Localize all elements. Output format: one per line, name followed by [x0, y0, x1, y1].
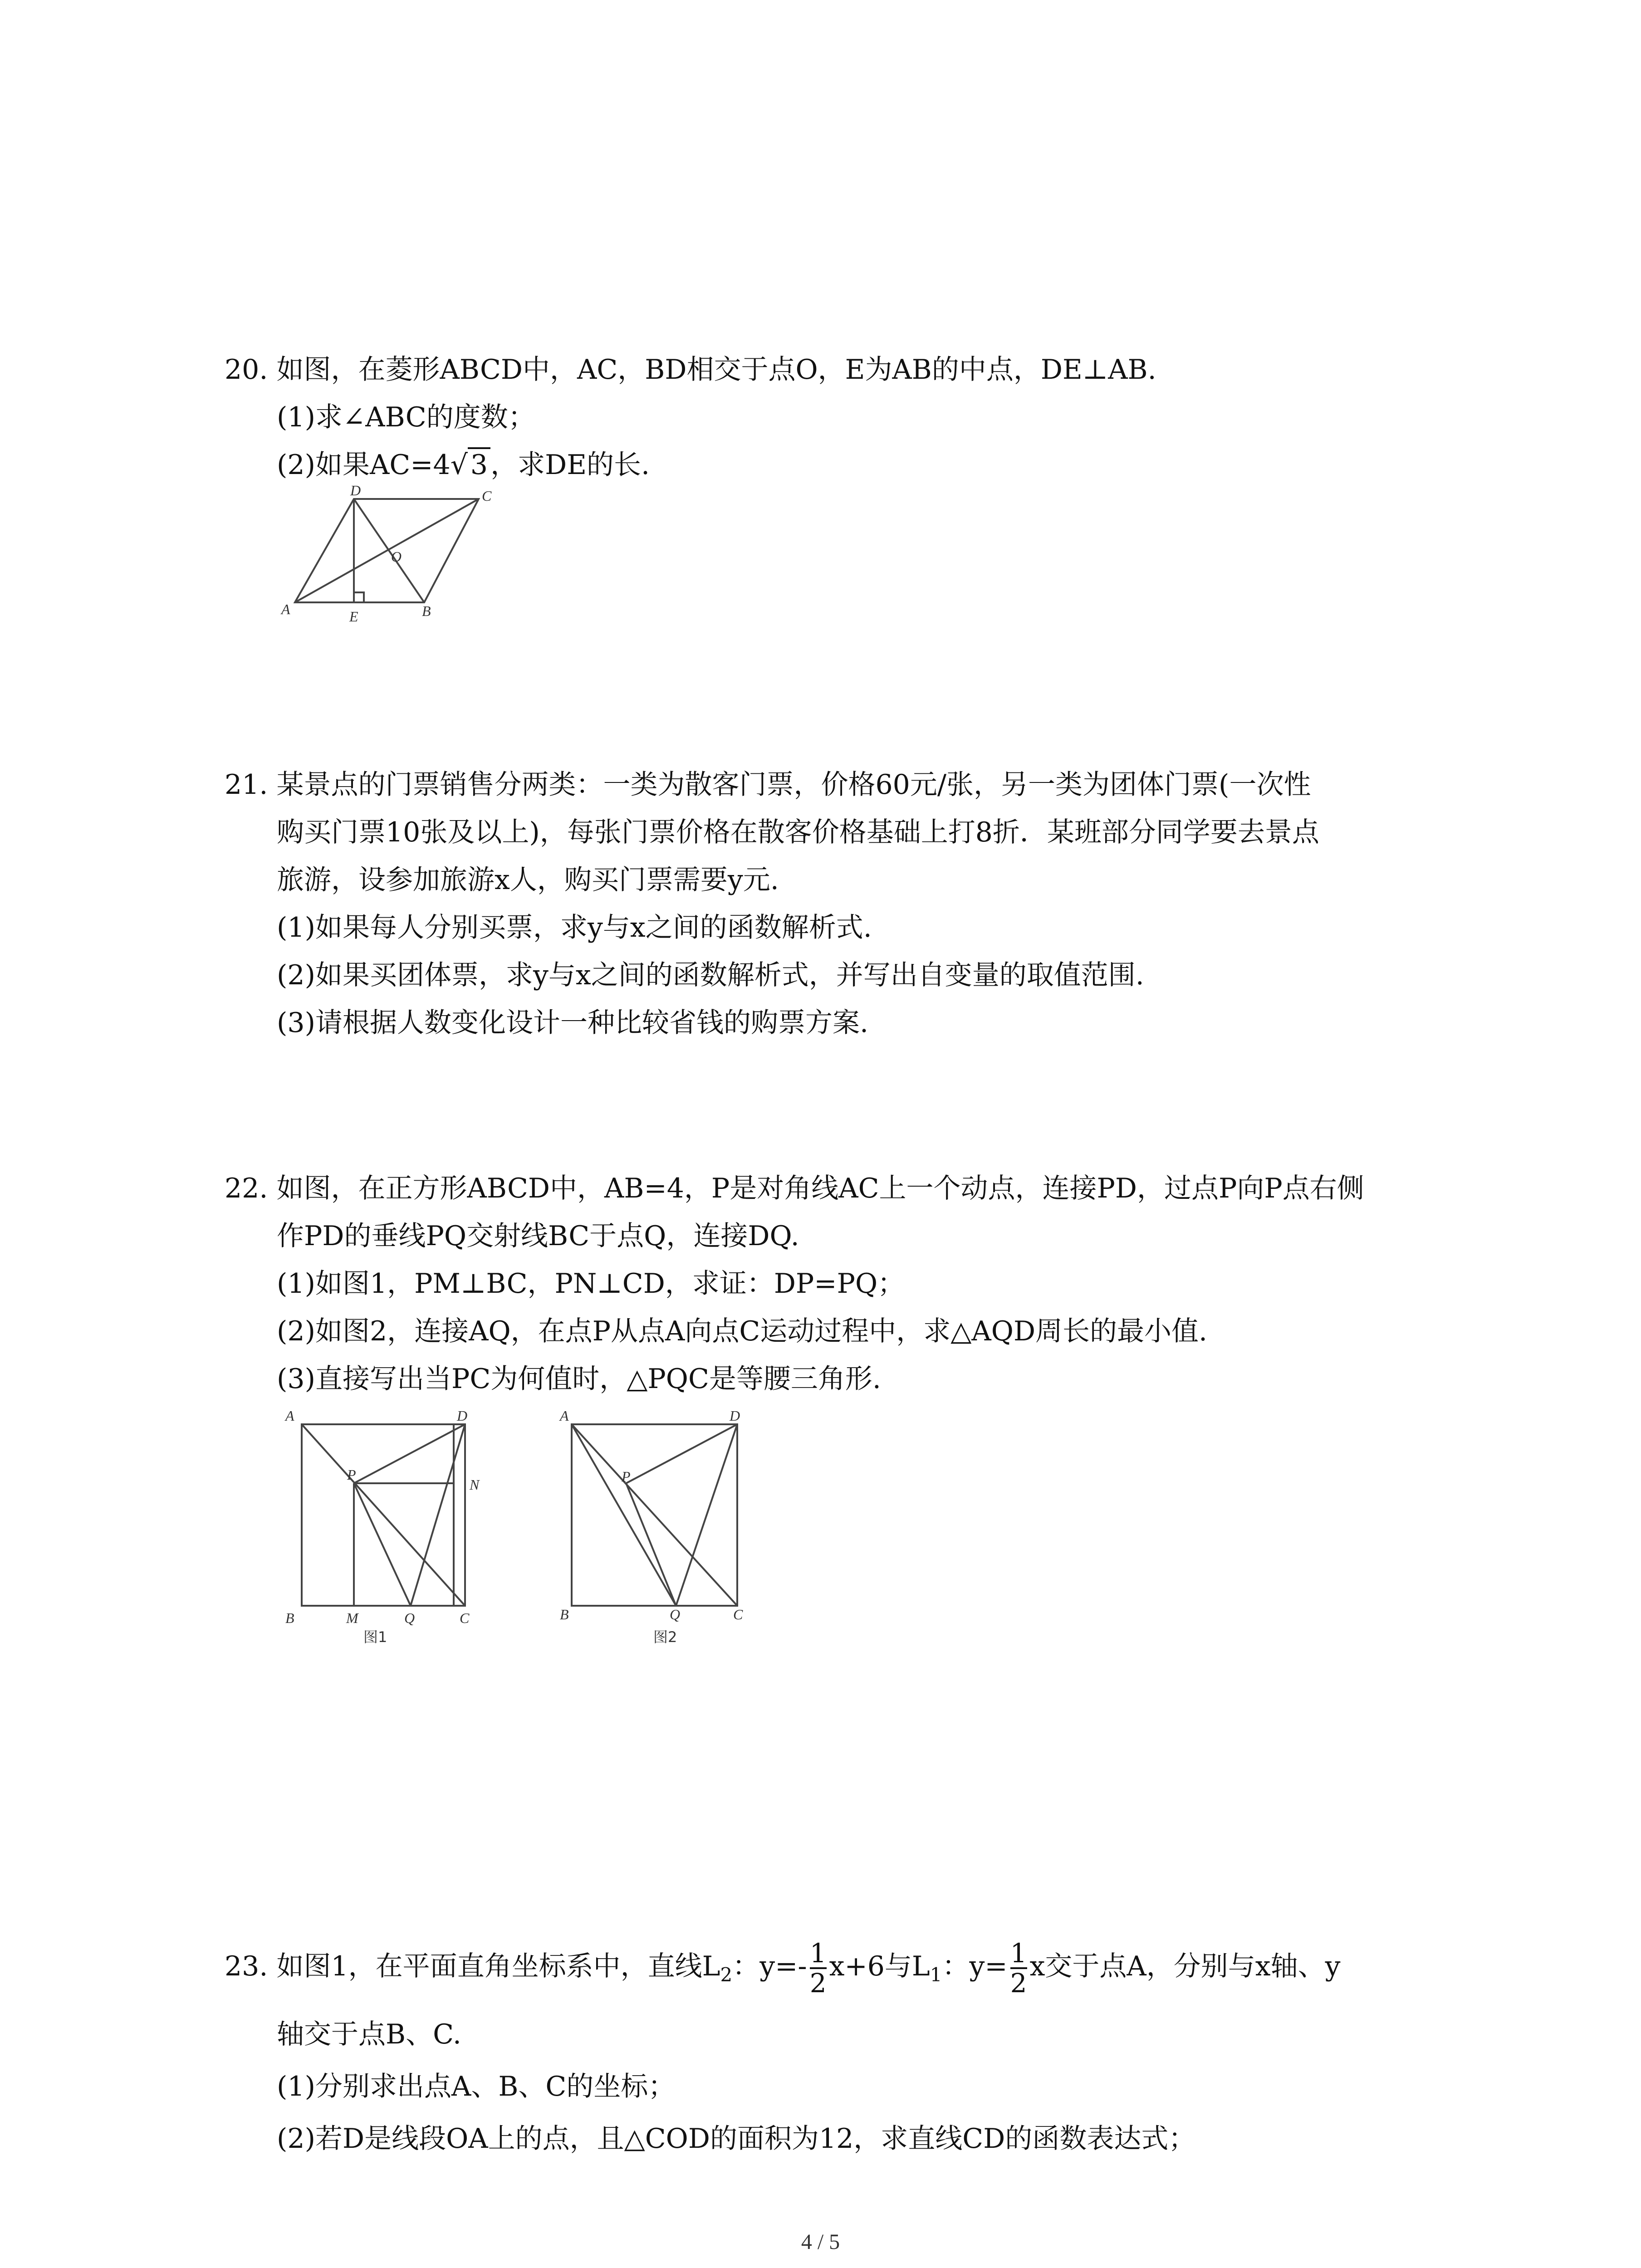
q23-frac2-num: 1 — [1010, 1938, 1027, 1969]
q22-line3: (1)如图1，PM⊥BC，PN⊥CD，求证：DP=PQ； — [277, 1268, 905, 1300]
q21-line1: 21. 某景点的门票销售分两类：一类为散客门票，价格60元/张，另一类为团体门票(一次性 — [225, 769, 1311, 801]
q20-line1: 20. 如图，在菱形ABCD中，AC，BD相交于点O，E为AB的中点，DE⊥AB. — [225, 354, 1156, 386]
q23-line1-c: x+6与L — [829, 1950, 930, 1982]
q20-line3-post: ，求DE的长. — [490, 449, 650, 481]
q20-label-O: O — [391, 548, 402, 565]
q23-line2: 轴交于点B、C. — [277, 2019, 461, 2050]
q22-line5: (3)直接写出当PC为何值时，△PQC是等腰三角形. — [277, 1363, 881, 1395]
q23-line1-d: ：y= — [942, 1950, 1008, 1982]
q22-fig1-svg — [279, 1397, 492, 1647]
page-number: 4 / 5 — [801, 2230, 840, 2254]
q20-line2: (1)求∠ABC的度数； — [277, 401, 535, 433]
q23-line1 — [225, 1937, 1340, 2004]
q21-line3: 旅游，设参加旅游x人，购买门票需要y元. — [277, 864, 779, 896]
q20-line3-pre: (2)如果AC=4 — [277, 449, 451, 481]
q20-label-A: A — [281, 601, 290, 617]
q23-frac1-num: 1 — [809, 1938, 827, 1969]
q20-line3 — [277, 447, 650, 483]
q20-label-D: D — [350, 485, 361, 499]
q23-frac1-den: 2 — [809, 1968, 827, 1999]
q23-line3: (1)分别求出点A、B、C的坐标； — [277, 2071, 676, 2102]
q22-line4: (2)如图2，连接AQ，在点P从点A向点C运动过程中，求△AQD周长的最小值. — [277, 1315, 1208, 1347]
q22-line2: 作PD的垂线PQ交射线BC于点Q，连接DQ. — [277, 1220, 799, 1252]
q20-label-E: E — [349, 608, 358, 625]
q22-fig1-label-Q: Q — [404, 1610, 415, 1626]
q20-sqrt-radicand: 3 — [468, 447, 490, 481]
q21-line2: 购买门票10张及以上)，每张门票价格在散客价格基础上打8折．某班部分同学要去景点 — [277, 816, 1319, 848]
q22-fig1-label-P: P — [347, 1466, 356, 1483]
q22-fig1-label-N: N — [470, 1476, 480, 1493]
q22-fig1-label-C: C — [460, 1610, 470, 1626]
q23-fraction-2 — [1010, 1939, 1027, 1997]
q22-fig2-label-P: P — [622, 1468, 631, 1485]
q22-fig2-label-A: A — [560, 1408, 569, 1424]
q22-fig2-label-B: B — [560, 1606, 569, 1623]
q22-fig2-label-C: C — [733, 1606, 743, 1623]
q21-line4: (1)如果每人分别买票，求y与x之间的函数解析式. — [277, 912, 872, 943]
q23-line1-sub1: 1 — [930, 1964, 942, 1986]
q23-frac2-den: 2 — [1010, 1968, 1027, 1999]
q22-fig1-label-B: B — [285, 1610, 294, 1626]
q20-rhombus-figure — [272, 485, 508, 635]
q22-fig1-label-D: D — [457, 1408, 468, 1424]
q23-line1-a: 23. 如图1，在平面直角坐标系中，直线L — [225, 1950, 720, 1982]
q20-label-B: B — [422, 603, 431, 619]
q23-fraction-1 — [810, 1939, 827, 1997]
q22-fig2-svg — [554, 1397, 753, 1647]
q23-line1-b: ：y=- — [732, 1950, 807, 1982]
sqrt-sign: √ — [450, 449, 468, 481]
q22-line1: 22. 如图，在正方形ABCD中，AB=4，P是对角线AC上一个动点，连接PD，过点P向P点右侧 — [225, 1173, 1364, 1204]
q22-fig1-label-M: M — [346, 1610, 358, 1626]
q22-fig2-label-Q: Q — [670, 1606, 681, 1623]
q21-line6: (3)请根据人数变化设计一种比较省钱的购票方案. — [277, 1007, 869, 1039]
q22-figure-2 — [554, 1397, 753, 1647]
q22-fig1-label-A: A — [285, 1408, 294, 1424]
q23-line1-e: x交于点A，分别与x轴、y — [1029, 1950, 1341, 1982]
q20-label-C: C — [482, 488, 492, 504]
q23-line4: (2)若D是线段OA上的点，且△COD的面积为12，求直线CD的函数表达式； — [277, 2123, 1196, 2155]
q23-line1-sub2: 2 — [720, 1964, 733, 1986]
q22-fig2-label-D: D — [730, 1408, 740, 1424]
q21-line5: (2)如果买团体票，求y与x之间的函数解析式，并写出自变量的取值范围. — [277, 959, 1144, 991]
q20-rhombus-svg — [272, 485, 508, 635]
q22-fig2-caption: 图2 — [653, 1628, 677, 1646]
q22-figure-1 — [279, 1397, 492, 1647]
q22-fig1-caption: 图1 — [363, 1628, 387, 1646]
